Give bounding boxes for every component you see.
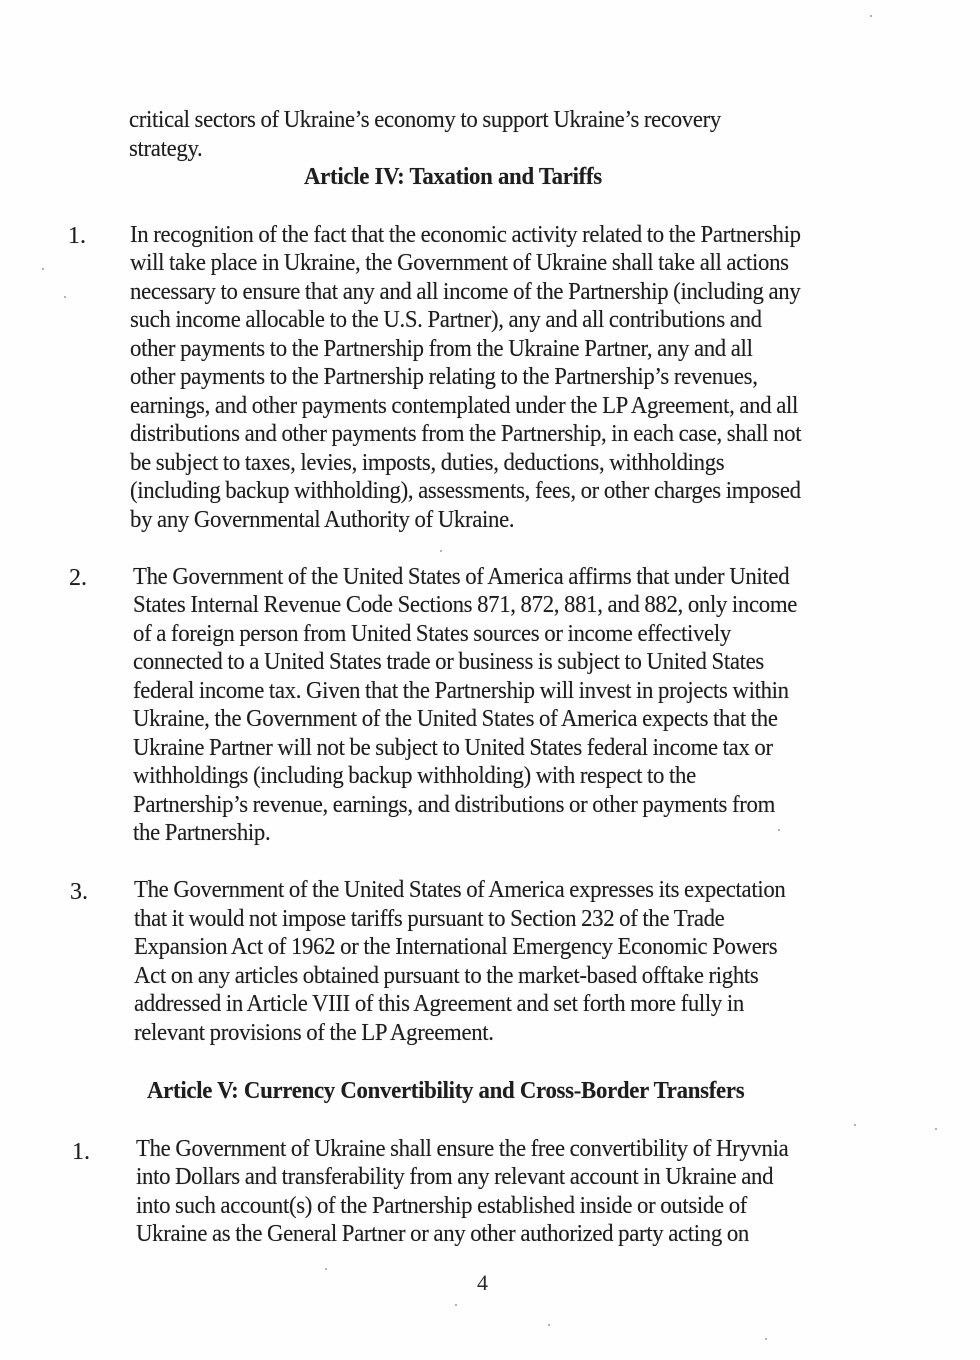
paragraph-line: The Government of the United States of America expresses its expectation bbox=[134, 876, 786, 903]
scan-speck bbox=[42, 268, 44, 270]
scan-speck bbox=[440, 550, 442, 552]
paragraph-line: other payments to the Partnership relating to the Partnership’s revenues, bbox=[130, 363, 758, 390]
paragraph-line: into Dollars and transferability from any relevant account in Ukraine and bbox=[136, 1163, 774, 1190]
paragraph-line: Partnership’s revenue, earnings, and distributions or other payments from bbox=[133, 791, 776, 818]
article-iv-heading: Article IV: Taxation and Tariffs bbox=[304, 163, 602, 190]
scan-speck bbox=[64, 296, 66, 298]
scan-speck bbox=[325, 1268, 327, 1270]
paragraph-line: connected to a United States trade or business is subject to United States bbox=[133, 648, 764, 675]
scan-speck bbox=[935, 1128, 937, 1130]
intro-line: critical sectors of Ukraine’s economy to support Ukraine’s recovery bbox=[129, 106, 722, 133]
paragraph-line: relevant provisions of the LP Agreement. bbox=[134, 1019, 494, 1046]
paragraph-line: by any Governmental Authority of Ukraine. bbox=[130, 506, 515, 533]
paragraph-line: addressed in Article VIII of this Agreement and set forth more fully in bbox=[134, 990, 744, 1017]
paragraph-line: withholdings (including backup withholding) with respect to the bbox=[133, 762, 696, 789]
paragraph-number: 2. bbox=[69, 565, 87, 591]
paragraph-line: the Partnership. bbox=[133, 819, 271, 846]
paragraph-line: The Government of the United States of America affirms that under United bbox=[133, 563, 790, 590]
paragraph-line: Ukraine, the Government of the United States of America expects that the bbox=[133, 705, 778, 732]
scan-speck bbox=[765, 1338, 767, 1340]
scan-speck bbox=[854, 1124, 856, 1126]
paragraph-line: Expansion Act of 1962 or the International Emergency Economic Powers bbox=[134, 933, 778, 960]
paragraph-line: earnings, and other payments contemplated under the LP Agreement, and all bbox=[130, 392, 799, 419]
paragraph-line: States Internal Revenue Code Sections 871, 872, 881, and 882, only income bbox=[133, 591, 798, 618]
paragraph-line: that it would not impose tariffs pursuant to Section 232 of the Trade bbox=[134, 905, 725, 932]
paragraph-line: Act on any articles obtained pursuant to the market-based offtake rights bbox=[134, 962, 759, 989]
page-number: 4 bbox=[477, 1270, 488, 1295]
paragraph-line: federal income tax. Given that the Partnership will invest in projects within bbox=[133, 677, 789, 704]
paragraph-number: 3. bbox=[70, 879, 88, 905]
paragraph-line: Ukraine Partner will not be subject to United States federal income tax or bbox=[133, 734, 773, 761]
paragraph-number: 1. bbox=[68, 223, 86, 249]
paragraph-line: such income allocable to the U.S. Partner), any and all contributions and bbox=[130, 306, 762, 333]
paragraph-line: necessary to ensure that any and all income of the Partnership (including any bbox=[130, 278, 801, 305]
paragraph-line: The Government of Ukraine shall ensure the free convertibility of Hryvnia bbox=[136, 1135, 789, 1162]
article-v-heading: Article V: Currency Convertibility and Cross-Border Transfers bbox=[147, 1077, 745, 1104]
paragraph-line: other payments to the Partnership from the Ukraine Partner, any and all bbox=[130, 335, 753, 362]
paragraph-line: will take place in Ukraine, the Government of Ukraine shall take all actions bbox=[130, 249, 789, 276]
scan-speck bbox=[548, 1324, 550, 1326]
paragraph-line: In recognition of the fact that the economic activity related to the Partnership bbox=[130, 221, 801, 248]
paragraph-line: into such account(s) of the Partnership established inside or outside of bbox=[136, 1192, 748, 1219]
paragraph-line: distributions and other payments from the Partnership, in each case, shall not bbox=[130, 420, 802, 447]
intro-line: strategy. bbox=[129, 135, 203, 162]
scan-speck bbox=[778, 829, 780, 831]
paragraph-line: of a foreign person from United States sources or income effectively bbox=[133, 620, 731, 647]
paragraph-line: be subject to taxes, levies, imposts, duties, deductions, withholdings bbox=[130, 449, 725, 476]
scan-speck bbox=[870, 15, 872, 17]
paragraph-line: (including backup withholding), assessments, fees, or other charges imposed bbox=[130, 477, 801, 504]
scan-speck bbox=[455, 1304, 457, 1306]
paragraph-number: 1. bbox=[72, 1139, 90, 1165]
paragraph-line: Ukraine as the General Partner or any other authorized party acting on bbox=[136, 1220, 749, 1247]
